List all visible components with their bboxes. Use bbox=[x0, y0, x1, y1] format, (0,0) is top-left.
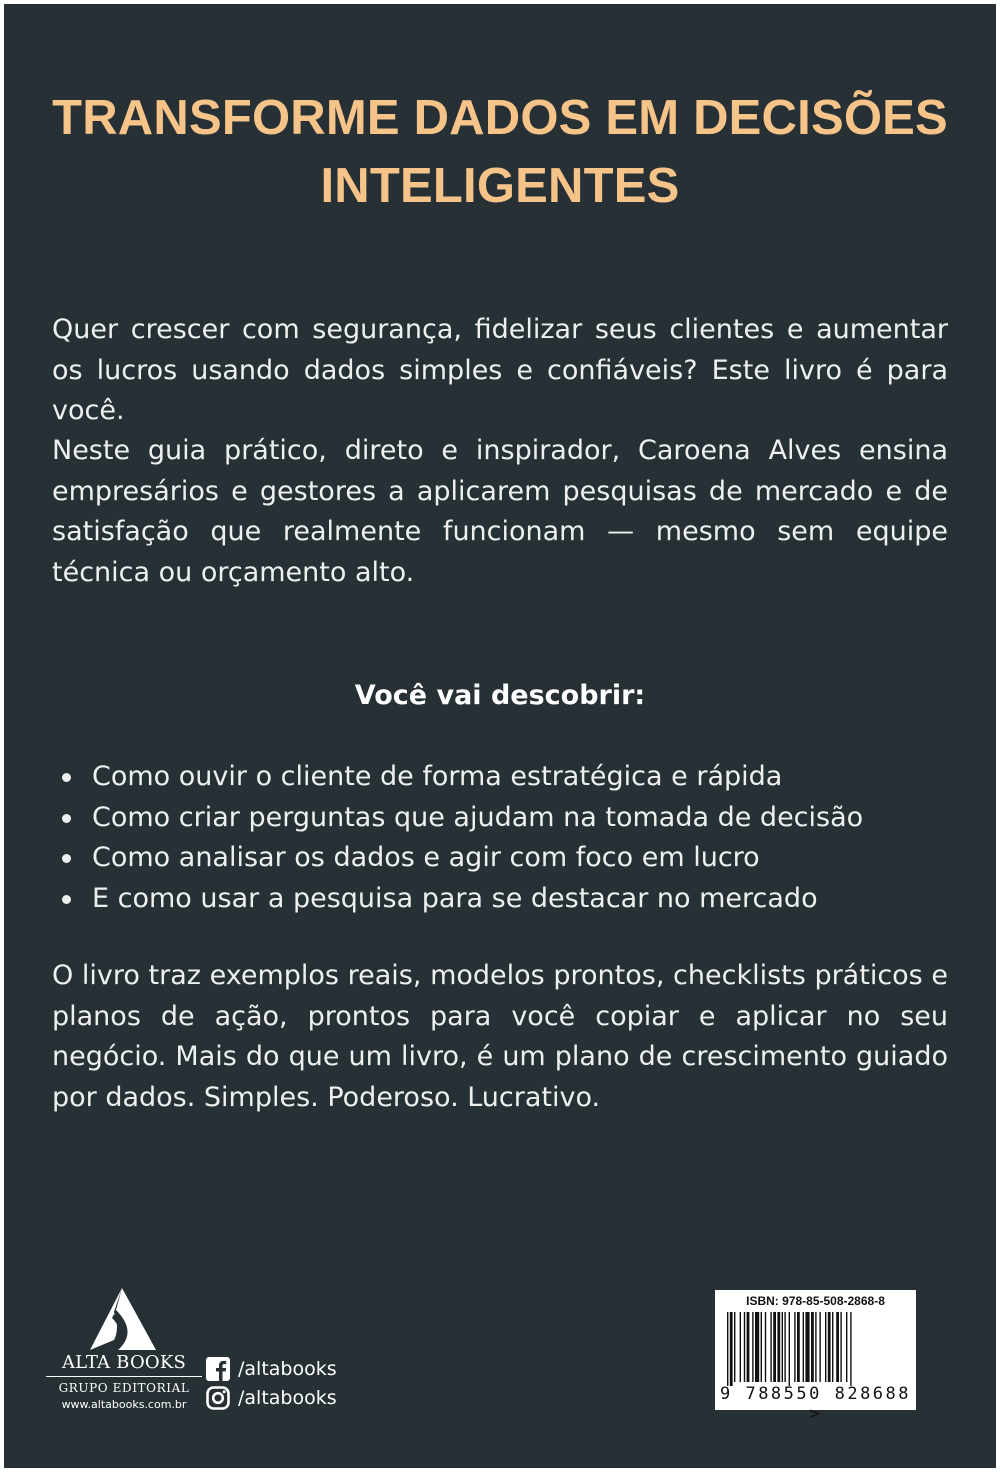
publisher-logo bbox=[44, 1288, 204, 1418]
bullets-heading: Você vai descobrir: bbox=[354, 680, 646, 711]
barcode-bars-icon bbox=[715, 1290, 916, 1386]
book-back-cover bbox=[4, 4, 996, 1468]
bullet-dot-icon bbox=[62, 773, 71, 782]
facebook-icon bbox=[206, 1357, 230, 1381]
publisher-name: ALTA BOOKS bbox=[61, 1352, 187, 1373]
facebook-handle-text: /altabooks bbox=[238, 1358, 337, 1380]
list-item bbox=[52, 879, 952, 920]
headline bbox=[4, 84, 996, 220]
bullet-dot-icon bbox=[62, 814, 71, 823]
instagram-handle-text: /altabooks bbox=[238, 1387, 337, 1409]
bullet-dot-icon bbox=[62, 895, 71, 904]
alta-books-triangle-logo-icon bbox=[56, 1288, 192, 1352]
list-item-text: Como criar perguntas que ajudam na tomada de decisão bbox=[92, 801, 864, 833]
bullet-dot-icon bbox=[62, 854, 71, 863]
publisher-subtitle: GRUPO EDITORIAL bbox=[46, 1376, 202, 1395]
list-item-text: Como ouvir o cliente de forma estratégica e rápida bbox=[92, 761, 783, 792]
intro-paragraph: Quer crescer com segurança, fidelizar seus clientes e aumentar os lucros usando dados simples e confiáveis? Este livro é para você. bbox=[52, 314, 948, 426]
publisher-url: www.altabooks.com.br bbox=[61, 1398, 187, 1411]
isbn-barcode bbox=[715, 1290, 916, 1424]
headline-line-2: INTELIGENTES bbox=[320, 159, 680, 213]
description-paragraph: Neste guia prático, direto e inspirador, Caroena Alves ensina empresários e gestores a aplicarem pesquisas de mercado e de satisfação que realmente funcionam — mesmo sem equipe técnica ou orçamento alto. bbox=[52, 435, 948, 588]
instagram-handle bbox=[206, 1385, 346, 1413]
instagram-icon bbox=[206, 1386, 230, 1410]
barcode-digits: 9 788550 828688 > bbox=[719, 1384, 912, 1424]
list-item bbox=[52, 757, 952, 798]
headline-line-1: TRANSFORME DADOS EM DECISÕES bbox=[52, 91, 948, 145]
list-item bbox=[52, 838, 952, 879]
benefits-list bbox=[52, 757, 952, 919]
list-item-text: Como analisar os dados e agir com foco em lucro bbox=[92, 842, 760, 873]
list-item-text: E como usar a pesquisa para se destacar no mercado bbox=[92, 882, 818, 914]
facebook-handle bbox=[206, 1356, 346, 1384]
closing-paragraph: O livro traz exemplos reais, modelos prontos, checklists práticos e planos de ação, prontos para você copiar e aplicar no seu negócio. Mais do que um livro, é um plano de crescimento guiado por dados. Simples. Poderoso. Lucrativo. bbox=[52, 960, 948, 1113]
isbn-label: ISBN: 978-85-508-2868-8 bbox=[746, 1294, 885, 1308]
list-item bbox=[52, 798, 952, 839]
